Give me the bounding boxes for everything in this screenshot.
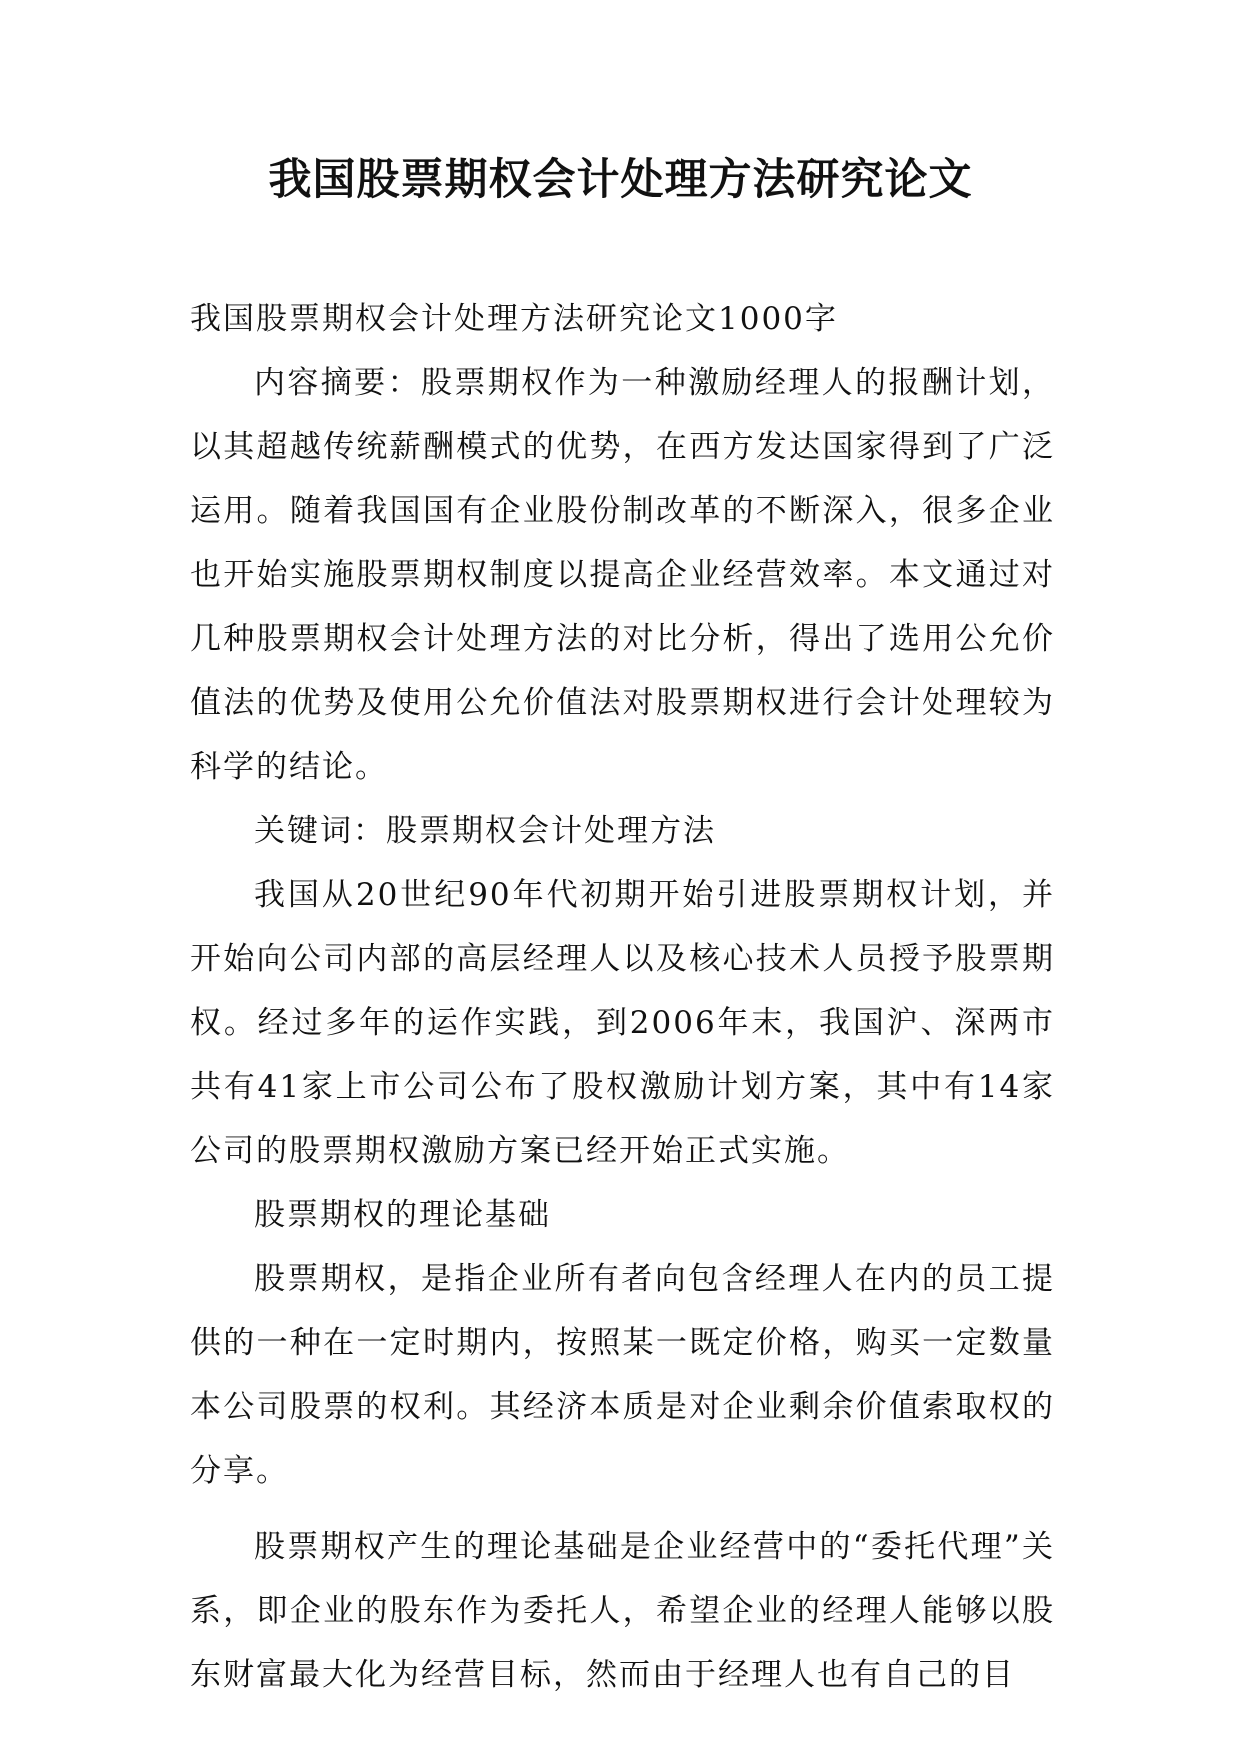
subtitle-line: 我国股票期权会计处理方法研究论文1000字 xyxy=(190,301,838,337)
definition-paragraph: 股票期权，是指企业所有者向包含经理人在内的员工提供的一种在一定时期内，按照某一既定价格，购买一定数量本公司股票的权利。其经济本质是对企业剩余价值索取权的分享。 xyxy=(190,1261,1055,1489)
intro-paragraph: 我国从20世纪90年代初期开始引进股票期权计划，并开始向公司内部的高层经理人以及核心技术人员授予股票期权。经过多年的运作实践，到2006年末，我国沪、深两市共有41家上市公司公布了股权激励计划方案，其中有14家公司的股票期权激励方案已经开始正式实施。 xyxy=(190,877,1055,1169)
section-heading: 股票期权的理论基础 xyxy=(254,1197,551,1233)
keywords-paragraph: 关键词：股票期权会计处理方法 xyxy=(254,813,716,849)
theory-paragraph: 股票期权产生的理论基础是企业经营中的“委托代理”关系，即企业的股东作为委托人，希望企业的经理人能够以股东财富最大化为经营目标，然而由于经理人也有自己的目 xyxy=(190,1529,1055,1693)
abstract-paragraph: 内容摘要：股票期权作为一种激励经理人的报酬计划，以其超越传统薪酬模式的优势，在西方发达国家得到了广泛运用。随着我国国有企业股份制改革的不断深入，很多企业也开始实施股票期权制度以提高企业经营效率。本文通过对几种股票期权会计处理方法的对比分析，得出了选用公允价值法的优势及使用公允价值法对股票期权进行会计处理较为科学的结论。 xyxy=(190,365,1055,785)
document-title: 我国股票期权会计处理方法研究论文 xyxy=(268,155,973,205)
document-body xyxy=(190,287,1055,1707)
